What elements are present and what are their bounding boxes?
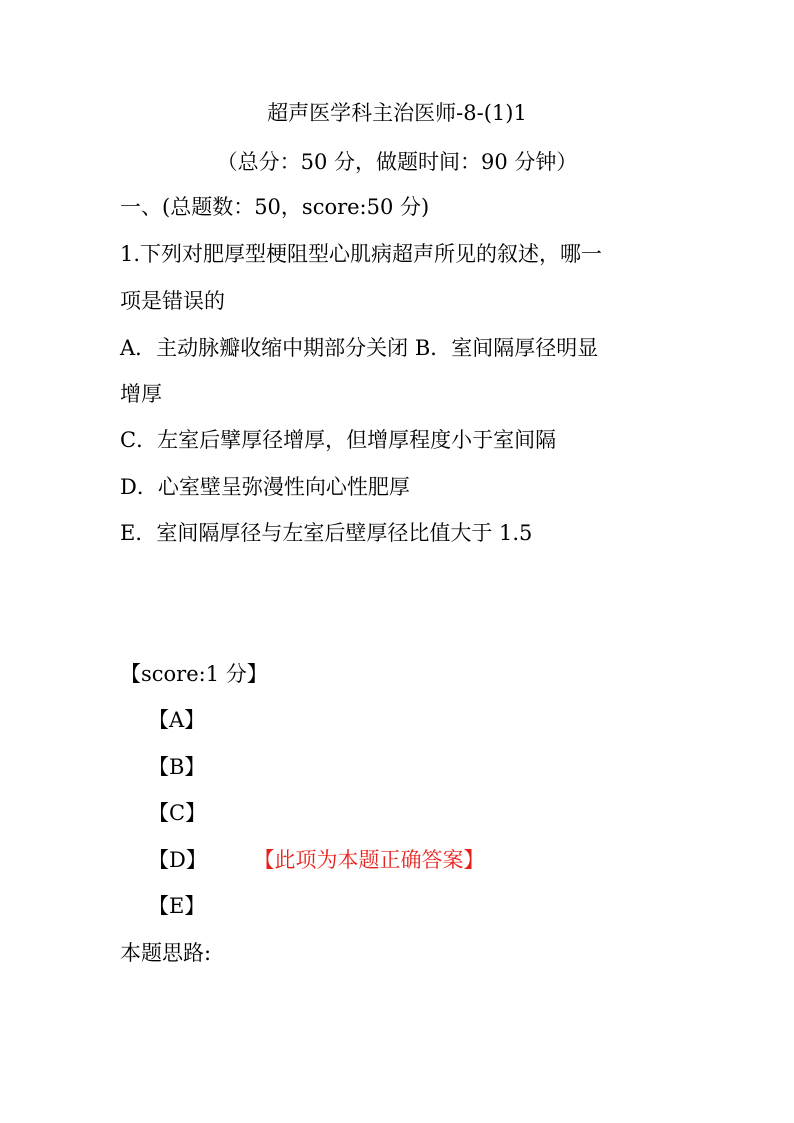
option-e: E．室间隔厚径与左室后壁厚径比值大于 1.5	[120, 521, 533, 545]
document-title: 超声医学科主治医师-8-(1)1	[267, 101, 527, 125]
answer-choice-e	[148, 896, 205, 917]
options-line-1: A．主动脉瓣收缩中期部分关闭 B．室间隔厚径明显	[120, 336, 599, 360]
score-label: 【score:1 分】	[120, 662, 268, 686]
answer-choice-label: 【D】	[148, 848, 207, 872]
options-line-2: 增厚	[120, 382, 162, 406]
answer-choice-label: 【B】	[148, 755, 206, 779]
answer-choice-d	[148, 850, 485, 871]
option-d: D．心室壁呈弥漫性向心性肥厚	[120, 475, 410, 499]
section-heading: 一、(总题数：50，score:50 分)	[120, 195, 430, 219]
answer-choice-c	[148, 803, 206, 824]
answer-choice-a	[148, 710, 205, 731]
correct-answer-note: 【此项为本题正确答案】	[253, 848, 485, 872]
question-stem-line-1: 1.下列对肥厚型梗阻型心肌病超声所见的叙述，哪一	[120, 242, 603, 266]
explanation-label: 本题思路:	[120, 941, 212, 965]
answer-choice-label: 【E】	[148, 894, 206, 918]
question-stem-line-2: 项是错误的	[120, 289, 225, 313]
answer-choice-label: 【A】	[148, 708, 206, 732]
document-subtitle: （总分：50 分，做题时间：90 分钟）	[216, 150, 578, 174]
answer-choice-label: 【C】	[148, 801, 207, 825]
option-c: C．左室后擘厚径增厚，但增厚程度小于室间隔	[120, 428, 557, 452]
answer-choice-b	[148, 757, 205, 778]
